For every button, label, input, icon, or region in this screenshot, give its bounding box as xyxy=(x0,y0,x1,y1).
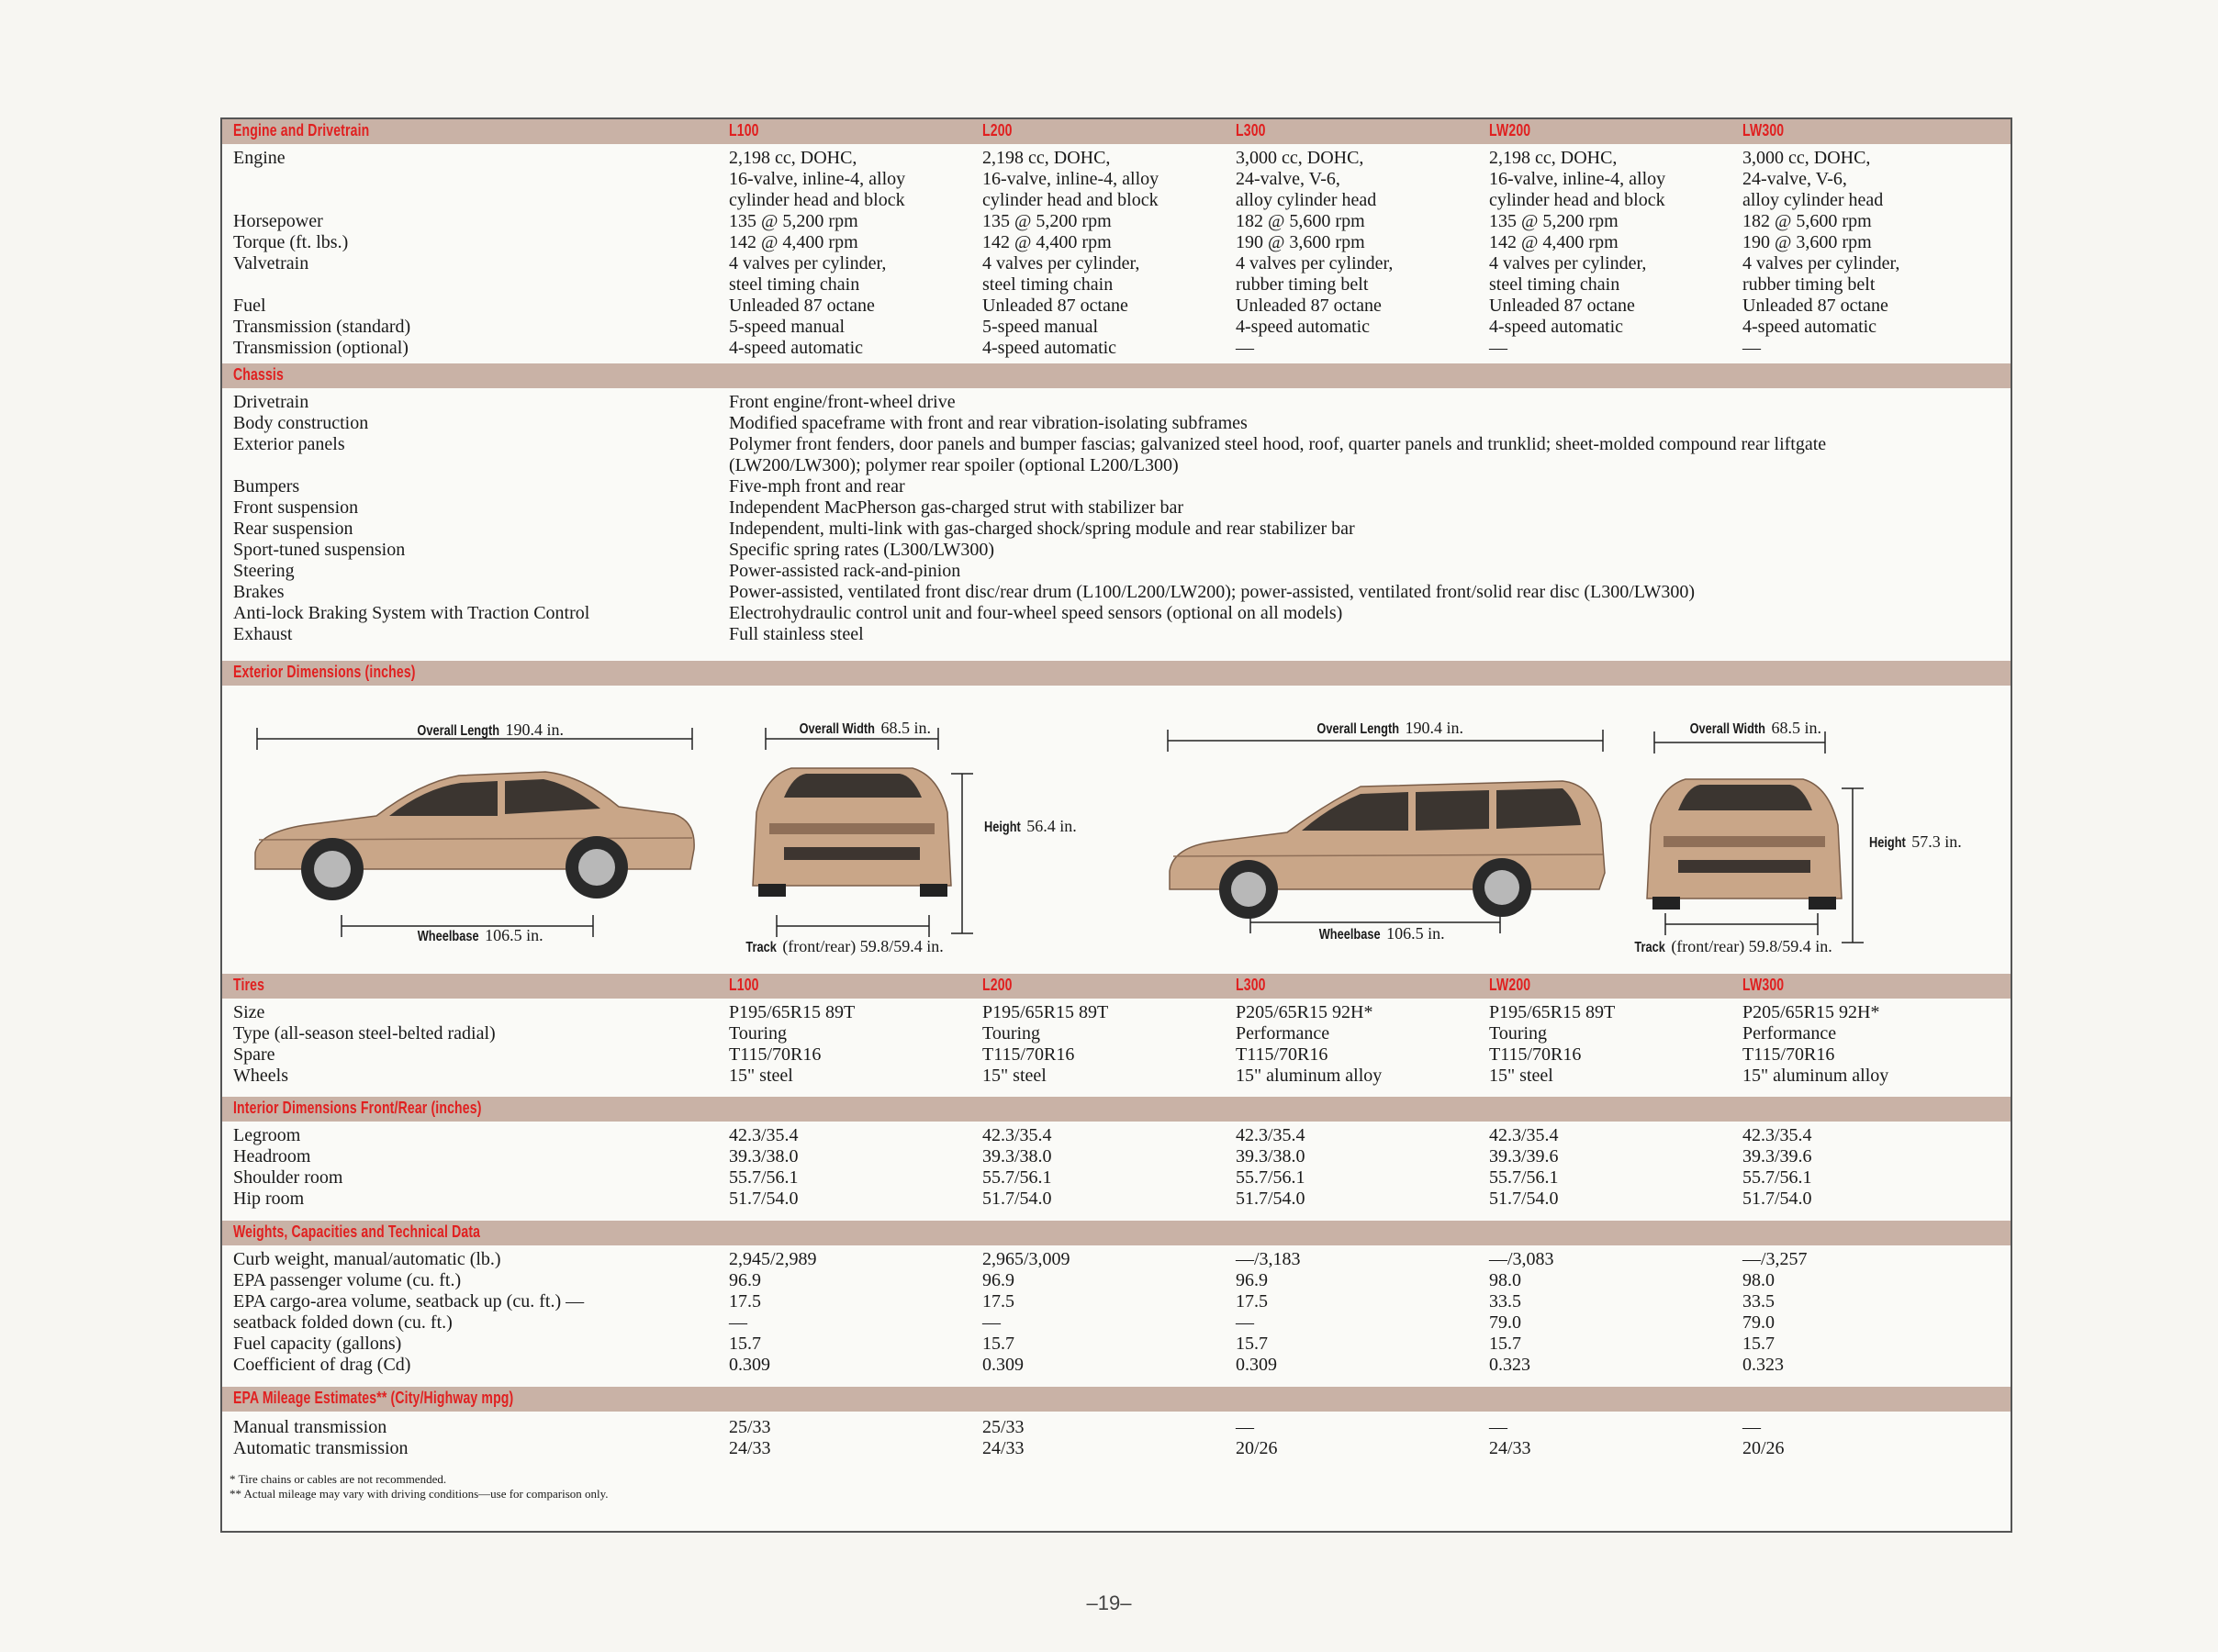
cell-value: cylinder head and block xyxy=(982,190,1159,210)
row-label: Horsepower xyxy=(233,211,323,231)
cell-value: steel timing chain xyxy=(1489,274,1620,295)
row-label: Exterior panels xyxy=(233,434,345,454)
cell-value: 3,000 cc, DOHC, xyxy=(1236,148,1364,168)
cell-value: Unleaded 87 octane xyxy=(1742,296,1888,316)
chassis-value: Specific spring rates (L300/LW300) xyxy=(729,540,994,560)
section-title-tires: Tires xyxy=(233,976,265,994)
row-label: Fuel capacity (gallons) xyxy=(233,1334,402,1354)
section-band-engine xyxy=(222,119,2011,144)
cell-value: Unleaded 87 octane xyxy=(1236,296,1382,316)
cell-value: alloy cylinder head xyxy=(1236,190,1377,210)
row-label: Type (all-season steel-belted radial) xyxy=(233,1023,496,1044)
cell-value: 135 @ 5,200 rpm xyxy=(982,211,1112,231)
cell-value: — xyxy=(1742,338,1761,358)
cell-value: 16-valve, inline-4, alloy xyxy=(1489,169,1666,189)
row-label: Anti-lock Braking System with Traction Control xyxy=(233,603,590,623)
wagon-front-image xyxy=(1647,779,1842,910)
cell-value: 0.323 xyxy=(1489,1355,1530,1375)
cell-value: 51.7/54.0 xyxy=(1236,1189,1305,1209)
cell-value: 4-speed automatic xyxy=(982,338,1117,358)
cell-value: — xyxy=(1742,1417,1761,1437)
chassis-value: Five-mph front and rear xyxy=(729,476,905,497)
cell-value: 39.3/38.0 xyxy=(982,1146,1052,1166)
cell-value: 15.7 xyxy=(1489,1334,1521,1354)
cell-value: 4-speed automatic xyxy=(1489,317,1624,337)
cell-value: steel timing chain xyxy=(729,274,860,295)
cell-value: 55.7/56.1 xyxy=(1236,1167,1305,1188)
section-title-chassis: Chassis xyxy=(233,365,284,384)
sedan-length: Overall Length 190.4 in. xyxy=(417,720,565,739)
cell-value: 51.7/54.0 xyxy=(982,1189,1052,1209)
cell-value: Unleaded 87 octane xyxy=(1489,296,1635,316)
row-label: Body construction xyxy=(233,413,369,433)
chassis-value: Full stainless steel xyxy=(729,624,864,644)
row-label: Spare xyxy=(233,1044,275,1065)
cell-value: 39.3/38.0 xyxy=(1236,1146,1305,1166)
sedan-side-image xyxy=(255,772,694,900)
cell-value: Performance xyxy=(1236,1023,1330,1044)
cell-value: 135 @ 5,200 rpm xyxy=(729,211,858,231)
cell-value: 4 valves per cylinder, xyxy=(1236,253,1394,273)
row-label: Brakes xyxy=(233,582,285,602)
row-label: Exhaust xyxy=(233,624,293,644)
model-header: L100 xyxy=(729,976,759,994)
cell-value: — xyxy=(1489,1417,1507,1437)
cell-value: 55.7/56.1 xyxy=(1489,1167,1559,1188)
cell-value: 24/33 xyxy=(982,1438,1025,1458)
cell-value: 24-valve, V-6, xyxy=(1236,169,1340,189)
sedan-wheelbase: Wheelbase 106.5 in. xyxy=(417,926,543,944)
cell-value: Unleaded 87 octane xyxy=(982,296,1128,316)
chassis-value: Polymer front fenders, door panels and bumper fascias; galvanized steel hood, roof, quarter panels and trunklid; sheet-molded compound rear liftgate xyxy=(729,434,1827,454)
footnote-mileage: ** Actual mileage may vary with driving conditions—use for comparison only. xyxy=(230,1487,609,1501)
cell-value: T115/70R16 xyxy=(1236,1044,1328,1065)
cell-value: 55.7/56.1 xyxy=(1742,1167,1812,1188)
sedan-width: Overall Width 68.5 in. xyxy=(799,719,931,737)
cell-value: 16-valve, inline-4, alloy xyxy=(982,169,1159,189)
chassis-value: (LW200/LW300); polymer rear spoiler (optional L200/L300) xyxy=(729,455,1179,475)
cell-value: 15.7 xyxy=(1742,1334,1775,1354)
row-label: Engine xyxy=(233,148,286,168)
cell-value: 79.0 xyxy=(1742,1312,1775,1333)
cell-value: steel timing chain xyxy=(982,274,1114,295)
section-title-interior: Interior Dimensions Front/Rear (inches) xyxy=(233,1099,482,1117)
row-label: EPA cargo-area volume, seatback up (cu. ft.) — xyxy=(233,1291,585,1312)
cell-value: alloy cylinder head xyxy=(1742,190,1884,210)
cell-value: 33.5 xyxy=(1489,1291,1521,1312)
section-title-engine: Engine and Drivetrain xyxy=(233,121,370,140)
cell-value: 15" aluminum alloy xyxy=(1742,1066,1889,1086)
chassis-value: Power-assisted rack-and-pinion xyxy=(729,561,961,581)
cell-value: 55.7/56.1 xyxy=(729,1167,799,1188)
row-label: Drivetrain xyxy=(233,392,309,412)
sedan-height: Height 56.4 in. xyxy=(983,817,1077,835)
cell-value: 42.3/35.4 xyxy=(1236,1125,1305,1145)
page-number: –19– xyxy=(1086,1591,1132,1614)
cell-value: — xyxy=(1236,1312,1254,1333)
cell-value: 96.9 xyxy=(729,1270,761,1290)
cell-value: 98.0 xyxy=(1489,1270,1521,1290)
cell-value: 5-speed manual xyxy=(729,317,846,337)
cell-value: 2,198 cc, DOHC, xyxy=(729,148,857,168)
section-band-chassis xyxy=(222,363,2011,388)
cell-value: P205/65R15 92H* xyxy=(1742,1002,1880,1022)
cell-value: cylinder head and block xyxy=(729,190,905,210)
chassis-value: Power-assisted, ventilated front disc/rear drum (L100/L200/LW200); power-assisted, ventilated front/solid rear disc (L300/LW300) xyxy=(729,582,1696,602)
wagon-wheelbase: Wheelbase 106.5 in. xyxy=(1318,924,1445,943)
section-band-interior xyxy=(222,1097,2011,1122)
cell-value: Performance xyxy=(1742,1023,1837,1044)
cell-value: —/3,083 xyxy=(1489,1249,1554,1269)
cell-value: 51.7/54.0 xyxy=(1489,1189,1559,1209)
cell-value: 15" steel xyxy=(982,1066,1047,1086)
wagon-track: Track (front/rear) 59.8/59.4 in. xyxy=(1634,937,1832,955)
chassis-value: Electrohydraulic control unit and four-wheel speed sensors (optional on all models) xyxy=(729,603,1343,623)
row-label: Valvetrain xyxy=(233,253,309,273)
cell-value: — xyxy=(1236,1417,1254,1437)
cell-value: 20/26 xyxy=(1742,1438,1785,1458)
wagon-width: Overall Width 68.5 in. xyxy=(1689,719,1821,737)
row-label: Bumpers xyxy=(233,476,300,497)
cell-value: 42.3/35.4 xyxy=(729,1125,799,1145)
row-label: seatback folded down (cu. ft.) xyxy=(233,1312,453,1333)
section-band-exterior xyxy=(222,661,2011,686)
section-title-exterior: Exterior Dimensions (inches) xyxy=(233,663,416,681)
cell-value: 142 @ 4,400 rpm xyxy=(1489,232,1619,252)
cell-value: Touring xyxy=(982,1023,1041,1044)
cell-value: 2,945/2,989 xyxy=(729,1249,817,1269)
cell-value: 96.9 xyxy=(1236,1270,1268,1290)
section-title-epa: EPA Mileage Estimates** (City/Highway mpg) xyxy=(233,1389,514,1407)
model-header: LW300 xyxy=(1742,976,1785,994)
cell-value: 182 @ 5,600 rpm xyxy=(1236,211,1365,231)
cell-value: —/3,257 xyxy=(1742,1249,1808,1269)
model-header: L200 xyxy=(982,121,1013,140)
footnote-tires: * Tire chains or cables are not recommended. xyxy=(230,1472,447,1486)
cell-value: 15.7 xyxy=(982,1334,1014,1354)
cell-value: — xyxy=(1236,338,1254,358)
cell-value: T115/70R16 xyxy=(729,1044,822,1065)
cell-value: 24/33 xyxy=(1489,1438,1531,1458)
cell-value: 42.3/35.4 xyxy=(982,1125,1052,1145)
cell-value: 98.0 xyxy=(1742,1270,1775,1290)
wagon-height: Height 57.3 in. xyxy=(1868,832,1962,851)
row-label: Manual transmission xyxy=(233,1417,387,1437)
cell-value: 0.309 xyxy=(1236,1355,1277,1375)
row-label: Torque (ft. lbs.) xyxy=(233,232,349,252)
cell-value: Unleaded 87 octane xyxy=(729,296,875,316)
cell-value: 182 @ 5,600 rpm xyxy=(1742,211,1872,231)
section-title-weights: Weights, Capacities and Technical Data xyxy=(233,1222,481,1241)
row-label: Curb weight, manual/automatic (lb.) xyxy=(233,1249,501,1269)
chassis-value: Independent MacPherson gas-charged strut with stabilizer bar xyxy=(729,497,1184,518)
row-label: Transmission (standard) xyxy=(233,317,411,337)
cell-value: 4 valves per cylinder, xyxy=(729,253,887,273)
cell-value: 15.7 xyxy=(1236,1334,1268,1354)
cell-value: — xyxy=(1489,338,1507,358)
cell-value: P195/65R15 89T xyxy=(729,1002,856,1022)
cell-value: 17.5 xyxy=(1236,1291,1268,1312)
cell-value: 17.5 xyxy=(982,1291,1014,1312)
cell-value: 2,965/3,009 xyxy=(982,1249,1070,1269)
cell-value: 16-valve, inline-4, alloy xyxy=(729,169,906,189)
sedan-track: Track (front/rear) 59.8/59.4 in. xyxy=(745,937,944,955)
cell-value: 51.7/54.0 xyxy=(1742,1189,1812,1209)
cell-value: 4-speed automatic xyxy=(1236,317,1371,337)
cell-value: 2,198 cc, DOHC, xyxy=(982,148,1111,168)
cell-value: 25/33 xyxy=(729,1417,771,1437)
cell-value: 4 valves per cylinder, xyxy=(1742,253,1900,273)
model-header: L300 xyxy=(1236,976,1266,994)
cell-value: rubber timing belt xyxy=(1742,274,1876,295)
row-label: Size xyxy=(233,1002,265,1022)
cell-value: Touring xyxy=(1489,1023,1548,1044)
cell-value: 3,000 cc, DOHC, xyxy=(1742,148,1871,168)
model-header: LW200 xyxy=(1489,976,1531,994)
section-band-tires xyxy=(222,974,2011,999)
spec-sheet xyxy=(220,117,2012,1533)
cell-value: 15" steel xyxy=(729,1066,793,1086)
cell-value: —/3,183 xyxy=(1236,1249,1301,1269)
cell-value: Touring xyxy=(729,1023,788,1044)
cell-value: 51.7/54.0 xyxy=(729,1189,799,1209)
row-label: Shoulder room xyxy=(233,1167,343,1188)
model-header: L100 xyxy=(729,121,759,140)
row-label: Coefficient of drag (Cd) xyxy=(233,1355,411,1375)
model-header: L200 xyxy=(982,976,1013,994)
cell-value: 55.7/56.1 xyxy=(982,1167,1052,1188)
chassis-value: Independent, multi-link with gas-charged shock/spring module and rear stabilizer bar xyxy=(729,519,1355,539)
cell-value: 4-speed automatic xyxy=(729,338,864,358)
wagon-side-image xyxy=(1170,781,1605,919)
cell-value: 5-speed manual xyxy=(982,317,1099,337)
cell-value: 4 valves per cylinder, xyxy=(982,253,1140,273)
row-label: Headroom xyxy=(233,1146,311,1166)
cell-value: 42.3/35.4 xyxy=(1489,1125,1559,1145)
cell-value: — xyxy=(729,1312,747,1333)
cell-value: 142 @ 4,400 rpm xyxy=(729,232,858,252)
cell-value: T115/70R16 xyxy=(1489,1044,1582,1065)
cell-value: 39.3/38.0 xyxy=(729,1146,799,1166)
cell-value: — xyxy=(982,1312,1001,1333)
row-label: Automatic transmission xyxy=(233,1438,409,1458)
cell-value: 17.5 xyxy=(729,1291,761,1312)
cell-value: 2,198 cc, DOHC, xyxy=(1489,148,1618,168)
cell-value: 33.5 xyxy=(1742,1291,1775,1312)
cell-value: rubber timing belt xyxy=(1236,274,1369,295)
row-label: Hip room xyxy=(233,1189,305,1209)
cell-value: 142 @ 4,400 rpm xyxy=(982,232,1112,252)
cell-value: 15.7 xyxy=(729,1334,761,1354)
cell-value: P195/65R15 89T xyxy=(1489,1002,1616,1022)
section-band-weights xyxy=(222,1221,2011,1245)
cell-value: 4-speed automatic xyxy=(1742,317,1877,337)
cell-value: 20/26 xyxy=(1236,1438,1278,1458)
wagon-length: Overall Length 190.4 in. xyxy=(1316,719,1464,737)
cell-value: 24-valve, V-6, xyxy=(1742,169,1847,189)
cell-value: 15" aluminum alloy xyxy=(1236,1066,1383,1086)
row-label: Sport-tuned suspension xyxy=(233,540,406,560)
model-header: LW200 xyxy=(1489,121,1531,140)
row-label: EPA passenger volume (cu. ft.) xyxy=(233,1270,462,1290)
section-band-epa xyxy=(222,1387,2011,1412)
cell-value: 96.9 xyxy=(982,1270,1014,1290)
row-label: Front suspension xyxy=(233,497,359,518)
cell-value: 4 valves per cylinder, xyxy=(1489,253,1647,273)
row-label: Steering xyxy=(233,561,295,581)
cell-value: 0.309 xyxy=(982,1355,1024,1375)
row-label: Rear suspension xyxy=(233,519,353,539)
cell-value: T115/70R16 xyxy=(1742,1044,1835,1065)
model-header: L300 xyxy=(1236,121,1266,140)
cell-value: 190 @ 3,600 rpm xyxy=(1742,232,1872,252)
row-label: Fuel xyxy=(233,296,266,316)
row-label: Wheels xyxy=(233,1066,288,1086)
cell-value: 15" steel xyxy=(1489,1066,1553,1086)
cell-value: 79.0 xyxy=(1489,1312,1521,1333)
row-label: Transmission (optional) xyxy=(233,338,409,358)
cell-value: P205/65R15 92H* xyxy=(1236,1002,1373,1022)
chassis-value: Modified spaceframe with front and rear vibration-isolating subframes xyxy=(729,413,1248,433)
cell-value: cylinder head and block xyxy=(1489,190,1665,210)
model-header: LW300 xyxy=(1742,121,1785,140)
cell-value: T115/70R16 xyxy=(982,1044,1075,1065)
cell-value: 24/33 xyxy=(729,1438,771,1458)
cell-value: 0.309 xyxy=(729,1355,770,1375)
cell-value: 25/33 xyxy=(982,1417,1025,1437)
cell-value: 39.3/39.6 xyxy=(1742,1146,1812,1166)
cell-value: P195/65R15 89T xyxy=(982,1002,1109,1022)
cell-value: 0.323 xyxy=(1742,1355,1784,1375)
cell-value: 42.3/35.4 xyxy=(1742,1125,1812,1145)
chassis-value: Front engine/front-wheel drive xyxy=(729,392,956,412)
cell-value: 39.3/39.6 xyxy=(1489,1146,1559,1166)
sedan-front-image xyxy=(753,768,951,897)
cell-value: 135 @ 5,200 rpm xyxy=(1489,211,1619,231)
cell-value: 190 @ 3,600 rpm xyxy=(1236,232,1365,252)
row-label: Legroom xyxy=(233,1125,301,1145)
